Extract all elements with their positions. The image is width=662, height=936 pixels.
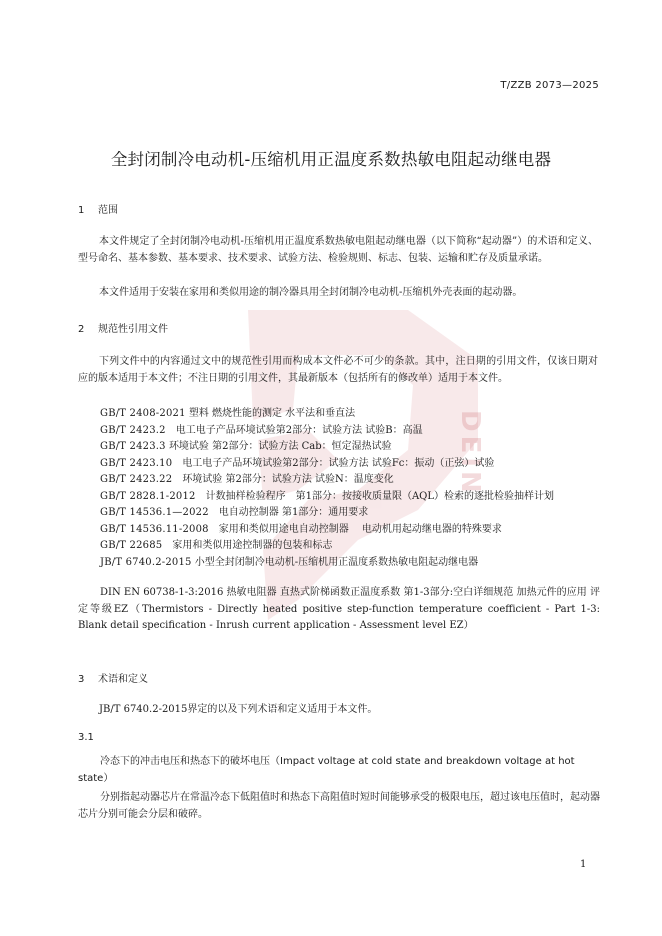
document-title: 全封闭制冷电动机-压缩机用正温度系数热敏电阻起动继电器 [110,150,552,169]
reference-title: 计数抽样检验程序 第1部分：按接收质量限（AQL）检索的逐批检验抽样计划 [205,490,555,502]
reference-title: 小型全封闭制冷电动机-压缩机用正温度系数热敏电阻起动继电器 [194,556,479,568]
reference-code: GB/T 2828.1-2012 [100,490,196,502]
page-number: 1 [580,859,587,870]
reference-code: GB/T 14536.1—2022 [100,507,209,518]
reference-code: GB/T 2423.22 [100,474,173,485]
reference-item [100,423,600,440]
reference-item [100,439,600,456]
normative-intro: 下列文件中的内容通过文中的规范性引用而构成本文件必不可少的条款。其中，注日期的引用文件，仅该日期对应的版本适用于本文件；不注日期的引用文件，其最新版本（包括所有的修改单）适用于本文件。 [78,356,598,384]
reference-title: 家用和类似用途电自动控制器 电动机用起动继电器的特殊要求 [218,523,502,535]
term-heading: 冷态下的冲击电压和热态下的破坏电压（Impact voltage at cold state and breakdown voltage at hot state） [78,756,575,784]
reference-item [100,522,600,539]
reference-item [100,472,600,489]
reference-code: GB/T 2423.3 [100,441,166,452]
reference-title: 电工电子产品环境试验第2部分：试验方法 试验Fc：振动（正弦）试验 [182,457,495,469]
term-definition: 分别指起动器芯片在常温冷态下低阻值时和热态下高阻值时短时间能够承受的极限电压，超过该电压值时，起动器芯片分别可能会分层和破碎。 [78,792,600,820]
reference-item [100,555,600,572]
scope-paragraph-2: 本文件适用于安装在家用和类似用途的制冷器具用全封闭制冷电动机-压缩机外壳表面的起动器。 [99,287,523,298]
reference-item [100,505,600,522]
reference-code: GB/T 2423.10 [100,457,173,469]
reference-title: 家用和类似用途控制器的包装和标志 [172,540,333,551]
scope-paragraph-1: 本文件规定了全封闭制冷电动机-压缩机用正温度系数热敏电阻起动继电器（以下简称“起动器”）的术语和定义、型号命名、基本参数、基本要求、技术要求、试验方法、检验规则、标志、包装、运输和贮存及质量承诺。 [78,236,598,264]
watermark-text: DEIN [455,410,485,497]
section-heading-normative [78,320,168,335]
reference-list [100,406,600,571]
section-heading-scope [78,201,118,216]
reference-title: 环境试验 第2部分：试验方法 Cab：恒定湿热试验 [168,441,392,452]
section-title: 范围 [98,205,118,216]
reference-item [100,489,600,506]
document-code: T/ZZB 2073—2025 [500,80,599,91]
section-title: 规范性引用文件 [98,324,168,335]
reference-code: JB/T 6740.2-2015 [100,556,192,568]
section-number: 2 [78,324,85,335]
reference-code: GB/T 2423.2 [100,424,166,436]
reference-code: GB/T 22685 [100,540,163,551]
terms-intro: JB/T 6740.2-2015界定的以及下列术语和定义适用于本文件。 [99,704,378,715]
reference-title: 塑料 燃烧性能的测定 水平法和垂直法 [188,408,356,419]
section-number: 1 [78,205,85,216]
reference-item [100,456,600,473]
reference-item-din: DIN EN 60738-1-3:2016 热敏电阻器 直热式阶梯函数正温度系数 第1-3部分:空白详细规范 加热元件的应用 评定等级EZ（Thermistors - Directly heated positive step-function temperature coefficient - Part 1-3: Blank detail specification - Inrush current application - Assessment level EZ） [78,587,600,631]
section-title: 术语和定义 [98,674,148,685]
reference-code: GB/T 2408-2021 [100,408,186,419]
reference-title: 电自动控制器 第1部分：通用要求 [218,507,369,518]
term-number: 3.1 [78,732,94,743]
section-number: 3 [78,674,85,685]
reference-title: 电工电子产品环境试验第2部分：试验方法 试验B：高温 [175,424,423,436]
reference-title: 环境试验 第2部分：试验方法 试验N：温度变化 [182,474,394,485]
reference-item [100,406,600,423]
section-heading-terms [78,670,148,685]
reference-item [100,538,600,555]
reference-code: GB/T 14536.11-2008 [100,523,209,535]
